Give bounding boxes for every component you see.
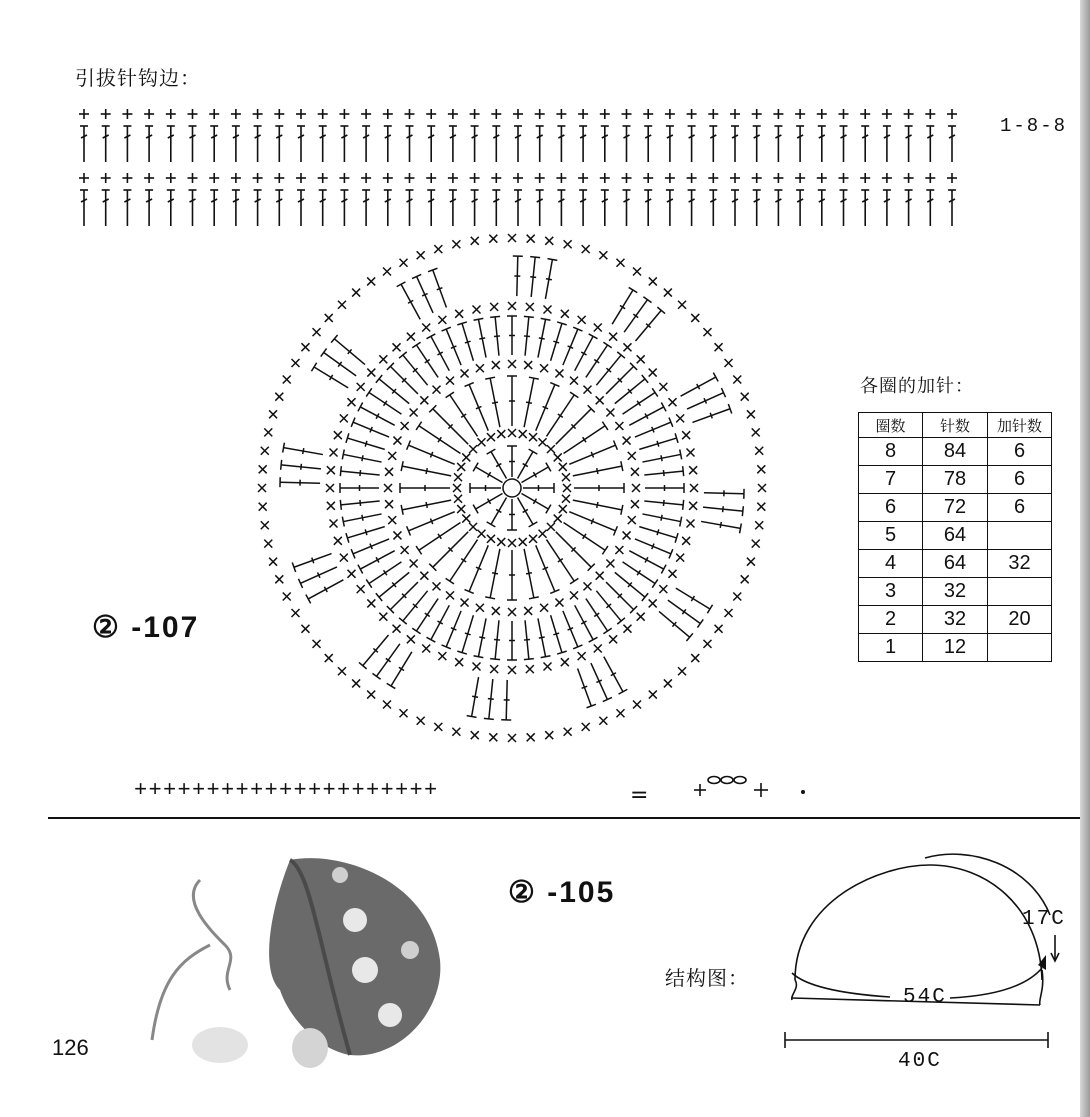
table-row bbox=[859, 550, 1052, 578]
stitches-cell: 12 bbox=[923, 634, 988, 662]
circular-crochet-chart bbox=[240, 222, 790, 752]
dim-width: 40C bbox=[898, 1050, 942, 1073]
table-row bbox=[859, 578, 1052, 606]
table-row bbox=[859, 522, 1052, 550]
round-cell: 8 bbox=[859, 438, 923, 466]
chart-107-label: ② -107 bbox=[92, 611, 200, 644]
hat-structure-diagram bbox=[770, 840, 1070, 1070]
stitches-cell: 84 bbox=[923, 438, 988, 466]
stitches-cell: 64 bbox=[923, 550, 988, 578]
header-stitches: 针数 bbox=[923, 413, 988, 438]
increase-cell: 20 bbox=[988, 606, 1052, 634]
increase-table bbox=[858, 412, 1052, 662]
increase-cell: 6 bbox=[988, 494, 1052, 522]
round-cell: 2 bbox=[859, 606, 923, 634]
section-divider bbox=[48, 817, 1080, 819]
table-row bbox=[859, 438, 1052, 466]
dim-depth: 17C bbox=[1022, 908, 1066, 931]
edging-stitch-rows bbox=[70, 100, 970, 240]
increase-cell bbox=[988, 522, 1052, 550]
edging-round-label: 1-8-8 bbox=[1000, 115, 1068, 137]
increase-cell bbox=[988, 634, 1052, 662]
table-row bbox=[859, 606, 1052, 634]
round-cell: 3 bbox=[859, 578, 923, 606]
increase-cell: 6 bbox=[988, 466, 1052, 494]
edging-bottom-row: +++++++++++++++++++++ bbox=[134, 778, 439, 803]
edging-title: 引拔针钩边： bbox=[75, 66, 201, 90]
round-cell: 6 bbox=[859, 494, 923, 522]
legend-slip-chain-symbol bbox=[690, 770, 810, 804]
stitches-cell: 78 bbox=[923, 466, 988, 494]
stitches-cell: 72 bbox=[923, 494, 988, 522]
table-row bbox=[859, 494, 1052, 522]
dim-circumference: 54C bbox=[903, 986, 947, 1009]
header-round: 圈数 bbox=[859, 413, 923, 438]
header-increase: 加针数 bbox=[988, 413, 1052, 438]
stitches-cell: 32 bbox=[923, 606, 988, 634]
increase-cell bbox=[988, 578, 1052, 606]
bonnet-photo bbox=[140, 850, 450, 1080]
page-number: 126 bbox=[52, 1035, 89, 1060]
increase-table-title: 各圈的加针： bbox=[860, 376, 974, 397]
round-cell: 5 bbox=[859, 522, 923, 550]
table-row bbox=[859, 634, 1052, 662]
structure-diagram-title: 结构图： bbox=[665, 966, 749, 990]
legend-equals: = bbox=[630, 783, 649, 808]
round-cell: 4 bbox=[859, 550, 923, 578]
stitches-cell: 64 bbox=[923, 522, 988, 550]
round-cell: 1 bbox=[859, 634, 923, 662]
magic-ring bbox=[503, 479, 521, 497]
table-row bbox=[859, 466, 1052, 494]
round-cell: 7 bbox=[859, 466, 923, 494]
increase-cell: 6 bbox=[988, 438, 1052, 466]
page-edge-shadow bbox=[1080, 0, 1090, 1117]
increase-cell: 32 bbox=[988, 550, 1052, 578]
stitches-cell: 32 bbox=[923, 578, 988, 606]
pattern-105-label: ② -105 bbox=[508, 876, 616, 909]
